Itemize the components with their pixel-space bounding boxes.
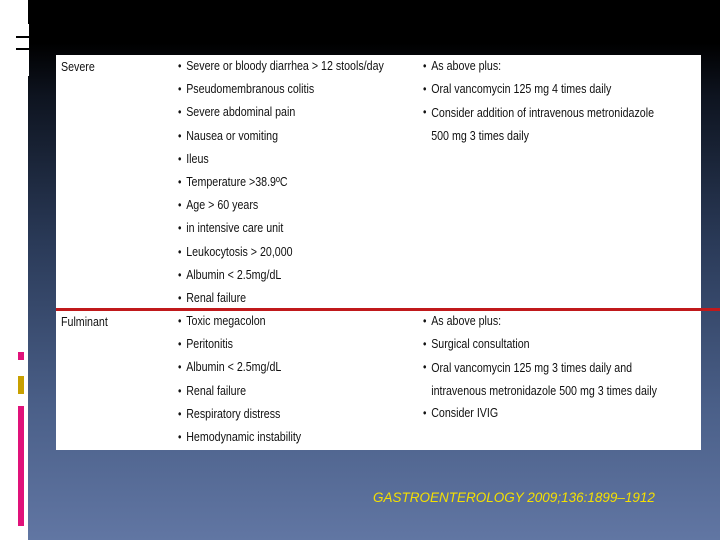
treatment-list [423, 310, 720, 426]
corner-decoration-line [16, 36, 30, 38]
finding-item: • Ileus [178, 148, 384, 171]
treatment-item: • Oral vancomycin 125 mg 4 times daily [423, 78, 669, 101]
finding-item: • Age > 60 years [178, 194, 384, 217]
finding-item: • Albumin < 2.5mg/dL [178, 356, 301, 379]
treatment-item: • Surgical consultation [423, 333, 669, 356]
finding-item: • Renal failure [178, 287, 384, 310]
severity-table [56, 55, 701, 450]
table-row-fulminant [56, 310, 701, 450]
finding-item: • Albumin < 2.5mg/dL [178, 264, 384, 287]
clinical-findings-list [178, 55, 429, 310]
finding-item: • Severe or bloody diarrhea > 12 stools/day [178, 55, 384, 78]
finding-item: • Peritonitis [178, 333, 301, 356]
citation-text: GASTROENTEROLOGY 2009;136:1899–1912 [373, 490, 655, 505]
treatment-list [423, 55, 720, 147]
table-row-severe [56, 55, 701, 308]
treatment-item: • Consider addition of intravenous metronidazole 500 mg 3 times daily [423, 101, 669, 147]
finding-item: • Respiratory distress [178, 403, 301, 426]
finding-item: • Leukocytosis > 20,000 [178, 241, 384, 264]
side-color-marks [18, 352, 26, 528]
finding-item: • Severe abdominal pain [178, 101, 384, 124]
clinical-findings-list [178, 310, 328, 449]
corner-decoration-line [16, 48, 30, 50]
finding-item: • Nausea or vomiting [178, 125, 384, 148]
finding-item: • Temperature >38.9ºC [178, 171, 384, 194]
severity-label: Severe [61, 59, 95, 74]
finding-item: • Renal failure [178, 380, 301, 403]
finding-item: • Toxic megacolon [178, 310, 301, 333]
corner-decoration [16, 24, 30, 76]
severity-label: Fulminant [61, 314, 108, 329]
row-divider-line [56, 308, 720, 311]
treatment-item: • Consider IVIG [423, 402, 669, 425]
treatment-item: • As above plus: [423, 55, 669, 78]
finding-item: • in intensive care unit [178, 217, 384, 240]
treatment-item: • Oral vancomycin 125 mg 3 times daily and intravenous metronidazole 500 mg 3 times daily [423, 356, 669, 402]
treatment-item: • As above plus: [423, 310, 669, 333]
finding-item: • Hemodynamic instability [178, 426, 301, 449]
finding-item: • Pseudomembranous colitis [178, 78, 384, 101]
